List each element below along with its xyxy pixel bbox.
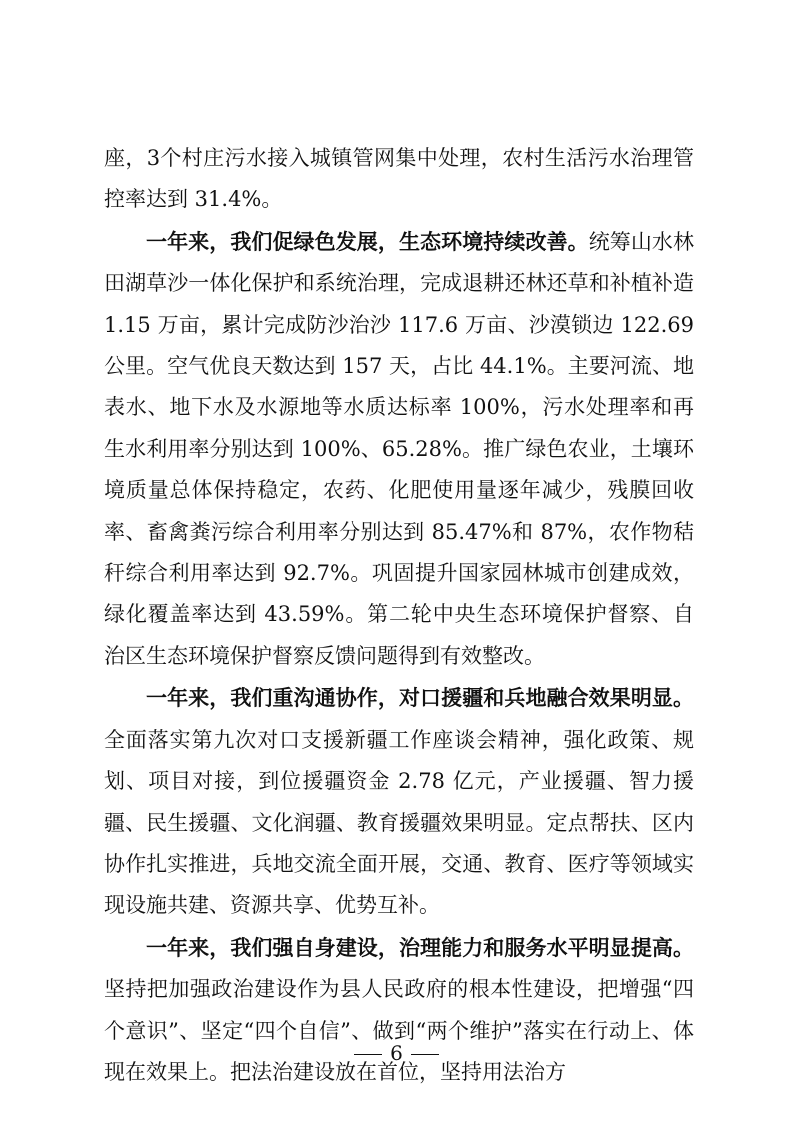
paragraph-body: 坚持把加强政治建设作为县人民政府的根本性建设，把增强“四个意识”、坚定“四个自信”、做到“两个维护”落实在行动上、体现在效果上。把法治建设放在首位，坚持用法治方: [104, 977, 694, 1084]
paragraph-xinjiang-aid: [104, 677, 694, 926]
paragraph-body: 统筹山水林田湖草沙一体化保护和系统治理，完成退耕还林还草和补植补造 1.15 万亩，累计完成防沙治沙 117.6 万亩、沙漠锁边 122.69 公里。空气优良天数达到 157 天，占比 44.1%。主要河流、地表水、地下水及水源地等水质达标率 100%，污水处理率和再生水利用率分别达到 100%、65.28%。推广绿色农业，土壤环境质量总体保持稳定，农药、化肥使用量逐年减少，残膜回收率、畜禽粪污综合利用率分别达到 85.47%和 87%，农作物秸秆综合利用率达到 92.7%。巩固提升国家园林城市创建成效，绿化覆盖率达到 43.59%。第二轮中央生态环境保护督察、自治区生态环境保护督察反馈问题得到有效整改。: [104, 229, 695, 668]
page-number-value: 6: [390, 1041, 403, 1065]
paragraph-lead: 一年来，我们强自身建设，治理能力和服务水平明显提高。: [146, 934, 694, 960]
page-number: [0, 1040, 793, 1066]
paragraph-body: 座，3个村庄污水接入城镇管网集中处理，农村生活污水治理管控率达到 31.4%。: [104, 146, 694, 212]
paragraph-green-development: [104, 221, 694, 677]
page-number-right-dash: [411, 1054, 439, 1056]
paragraph-lead: 一年来，我们促绿色发展，生态环境持续改善。: [146, 228, 589, 254]
paragraph-self-building: [104, 927, 694, 1094]
paragraph-body: 全面落实第九次对口支援新疆工作座谈会精神，强化政策、规划、项目对接，到位援疆资金 2.78 亿元，产业援疆、智力援疆、民生援疆、文化润疆、教育援疆效果明显。定点帮扶、区内协作扎实推进，兵地交流全面开展，交通、教育、医疗等领域实现设施共建、资源共享、优势互补。: [104, 727, 694, 918]
paragraph-lead: 一年来，我们重沟通协作，对口援疆和兵地融合效果明显。: [146, 685, 694, 711]
paragraph-continuation: [104, 138, 694, 221]
page-number-left-dash: [354, 1054, 382, 1056]
body-text: [104, 138, 694, 1093]
